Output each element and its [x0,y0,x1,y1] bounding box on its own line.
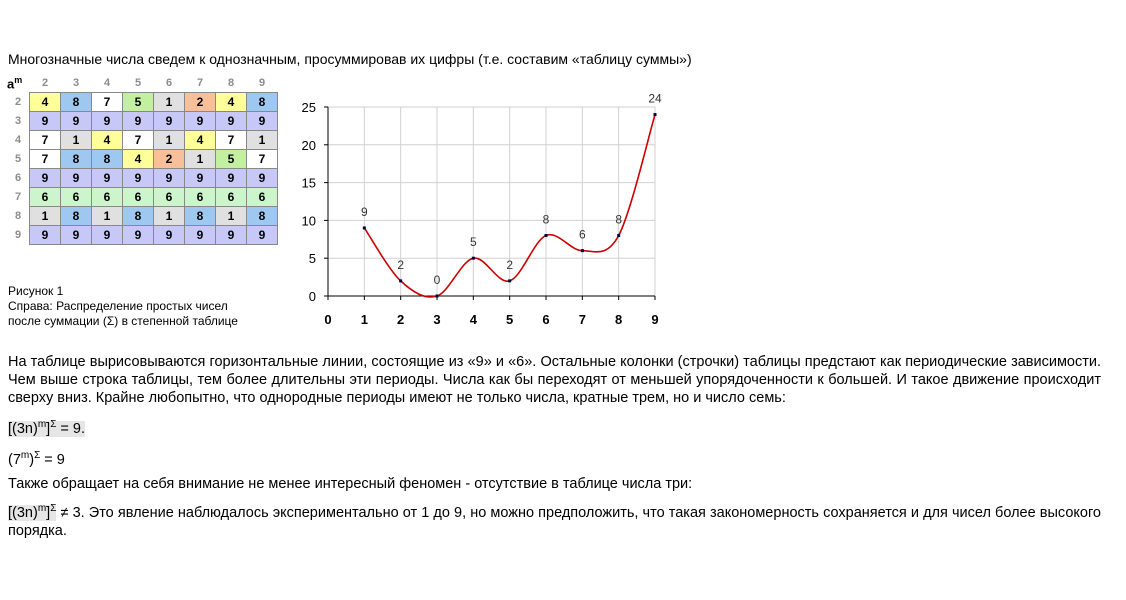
table-cell: 6 [123,188,154,207]
table-cell: 7 [216,131,247,150]
prime-sum-chart [290,92,670,332]
table-cell: 9 [216,112,247,131]
chart-grid [328,107,655,296]
table-row [7,131,278,150]
table-cell: 4 [92,131,123,150]
table-cell: 9 [247,112,278,131]
chart-ticks [302,100,659,327]
col-header: 7 [196,77,204,89]
data-point [399,279,402,282]
x-tick-label: 1 [360,312,368,327]
table-cell: 8 [247,93,278,112]
x-tick-label: 6 [542,312,550,327]
table-corner-label: $a^m$ [7,75,23,92]
col-header: 8 [227,77,235,89]
x-tick-label: 5 [506,312,514,327]
x-tick-label: 4 [469,312,477,327]
table-cell: 6 [185,188,216,207]
table-row [7,207,278,226]
paragraph-3: . Это явление наблюдалось экспериментально от 1 до 9, но можно предположить, что такая закономерность сохраняется и для чисел более высокого порядка. [8,504,1101,539]
table-cell: 7 [92,93,123,112]
table-cell: 9 [247,169,278,188]
y-tick-label: 10 [301,213,316,229]
data-point [581,249,584,252]
data-point [472,257,475,260]
table-row [7,112,278,131]
table-cell: 7 [247,150,278,169]
row-header: 5 [14,153,22,165]
table-cell: 9 [154,112,185,131]
table-cell: 6 [30,188,61,207]
formula-2: $(7^m)^\Sigma = 9$ [8,450,65,468]
data-point [508,279,511,282]
col-header: 9 [258,77,266,89]
table-cell: 1 [154,93,185,112]
table-cell: 7 [30,150,61,169]
row-header: 6 [14,172,22,184]
table-cell: 6 [247,188,278,207]
data-label: 5 [469,235,477,250]
table-cell: 9 [61,169,92,188]
table-cell: 9 [61,226,92,245]
table-cell: 6 [61,188,92,207]
table-cell: 6 [92,188,123,207]
data-label: 2 [506,257,514,272]
x-tick-label: 9 [651,312,659,327]
table-cell: 2 [154,150,185,169]
col-header: 4 [103,77,111,89]
figure-caption [8,284,238,329]
table-cell: 1 [154,131,185,150]
table-cell: 8 [61,150,92,169]
table-cell: 9 [92,112,123,131]
y-tick-label: 0 [308,289,316,304]
data-label: 0 [433,273,441,287]
power-sum-table [7,74,278,245]
table-cell: 1 [92,207,123,226]
data-label: 8 [615,212,623,227]
table-cell: 9 [185,112,216,131]
table-cell: 1 [61,131,92,150]
data-point [436,295,439,298]
table-cell: 8 [185,207,216,226]
table-cell: 7 [30,131,61,150]
caption-line-3: после суммации (Σ) в степенной таблице [8,314,238,328]
table-cell: 4 [123,150,154,169]
row-header: 9 [14,229,22,241]
y-tick-label: 20 [301,137,316,153]
data-point [654,113,657,116]
table-cell: 9 [30,226,61,245]
table-cell: 8 [61,207,92,226]
table-cell: 1 [216,207,247,226]
table-cell: 1 [30,207,61,226]
data-label: 6 [578,227,586,242]
table-cell: 9 [61,112,92,131]
formula-3: $[(3n)^m]^\Sigma \ne 3$ [8,503,81,521]
table-cell: 4 [216,93,247,112]
table-cell: 9 [30,169,61,188]
data-label: 24 [648,92,662,106]
table-cell: 9 [154,226,185,245]
table-cell: 9 [216,226,247,245]
table-row [7,188,278,207]
table-cell: 1 [185,150,216,169]
table-cell: 9 [216,169,247,188]
table-cell: 9 [123,169,154,188]
paragraph-3-block [8,500,1101,540]
table-cell: 7 [123,131,154,150]
table-cell: 9 [123,112,154,131]
col-header: 6 [165,77,173,89]
col-header: 2 [41,77,49,89]
table-cell: 9 [247,226,278,245]
table-cell: 4 [30,93,61,112]
table-cell: 8 [247,207,278,226]
table-cell: 5 [123,93,154,112]
data-label: 2 [397,257,405,272]
y-tick-label: 5 [308,251,316,267]
row-header: 7 [14,191,22,203]
y-tick-label: 15 [301,175,316,191]
data-point [545,234,548,237]
table-cell: 8 [92,150,123,169]
table-cell: 9 [154,169,185,188]
caption-line-1: Рисунок 1 [8,284,64,298]
chart-axes [328,107,655,296]
table-cell: 9 [92,226,123,245]
row-header: 2 [14,96,22,108]
table-cell: 2 [185,93,216,112]
table-cell: 8 [61,93,92,112]
row-header: 8 [14,210,22,222]
x-tick-label: 8 [615,312,623,327]
table-row [7,169,278,188]
table-row [7,93,278,112]
paragraph-2: Также обращает на себя внимание не менее интересный феномен - отсутствие в таблице числа три: [8,476,693,492]
formula-1: $[(3n)^m]^\Sigma = 9$. [8,419,86,437]
data-label: 8 [542,212,550,227]
table-row [7,150,278,169]
col-header: 5 [134,77,142,89]
table-cell: 9 [30,112,61,131]
table-cell: 8 [123,207,154,226]
data-label: 9 [360,204,368,219]
table-cell: 1 [154,207,185,226]
paragraph-1: На таблице вырисовываются горизонтальные линии, состоящие из «9» и «6». Остальные колонки (строчки) таблицы предстают как периодические зависимости. Чем выше строка таблицы, тем более длительны эти периоды. Числа как бы переходят от меньшей упорядоченности к большей. И такое движение происходит сверху вниз. Крайне любопытно, что однородные периоды имеют не только числа, кратные трем, но и число семь: [8,354,1101,406]
table-cell: 4 [185,131,216,150]
data-point [363,226,366,229]
table-cell: 9 [185,226,216,245]
row-header: 4 [14,134,22,146]
y-tick-label: 25 [301,100,316,115]
caption-line-2: Справа: Распределение простых чисел [8,299,228,313]
row-header: 3 [14,115,22,127]
table-cell: 6 [216,188,247,207]
x-tick-label: 2 [397,312,405,327]
x-tick-label: 3 [433,312,441,327]
x-tick-label: 7 [578,312,586,327]
col-header: 3 [72,77,80,89]
table-row [7,226,278,245]
intro-text: Многозначные числа сведем к однозначным, просуммировав их цифры (т.е. составим «таблицу суммы») [8,51,692,67]
table-cell: 9 [92,169,123,188]
data-point [617,234,620,237]
x-tick-label: 0 [324,312,332,327]
table-cell: 9 [123,226,154,245]
table-cell: 9 [185,169,216,188]
table-cell: 5 [216,150,247,169]
table-cell: 6 [154,188,185,207]
table-cell: 1 [247,131,278,150]
